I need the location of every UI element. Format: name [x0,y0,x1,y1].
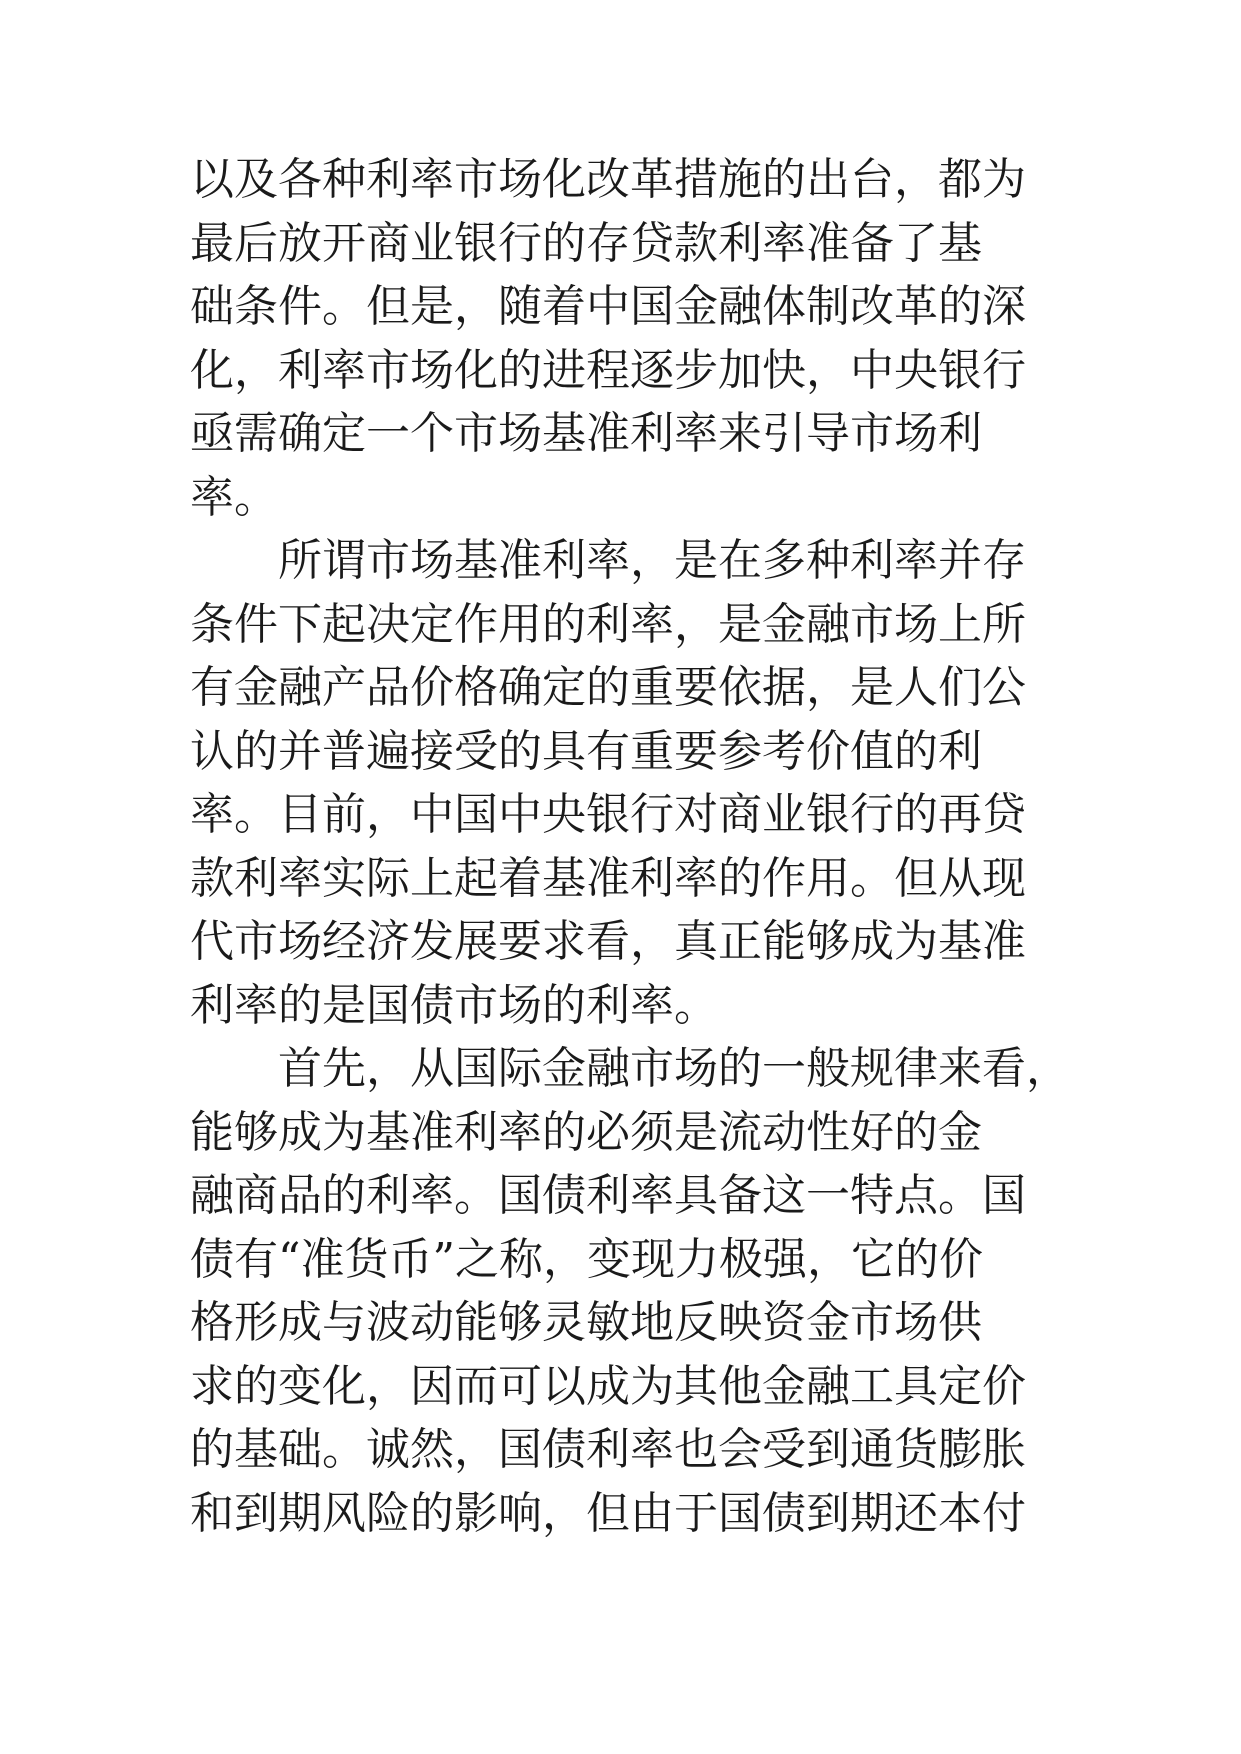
text-line: 求的变化，因而可以成为其他金融工具定价 [190,1360,1026,1412]
text-line: 率。 [190,471,278,523]
text-line: 条件下起决定作用的利率，是金融市场上所 [190,598,1026,650]
text-line: 化，利率市场化的进程逐步加快，中央银行 [190,344,1026,396]
text-line: 和到期风险的影响，但由于国债到期还本付 [190,1487,1026,1539]
text-line: 认的并普遍接受的具有重要参考价值的利 [190,725,982,777]
body-text [190,148,1070,1545]
text-line: 以及各种利率市场化改革措施的出台，都为 [190,154,1026,205]
text-line: 代市场经济发展要求看，真正能够成为基准 [190,916,1026,967]
text-line: 最后放开商业银行的存贷款利率准备了基 [190,217,982,269]
text-line: 的基础。诚然，国债利率也会受到通货膨胀 [190,1424,1026,1475]
text-line: 格形成与波动能够灵敏地反映资金市场供 [190,1297,982,1348]
text-line: 利率的是国债市场的利率。 [190,979,718,1031]
paragraph-start-line: 首先，从国际金融市场的一般规律来看， [278,1043,1070,1094]
text-line: 础条件。但是，随着中国金融体制改革的深 [190,281,1026,332]
text-line: 亟需确定一个市场基准利率来引导市场利 [190,408,982,459]
text-line: 能够成为基准利率的必须是流动性好的金 [190,1106,982,1158]
text-line: 债有“准货币”之称，变现力极强，它的价 [190,1233,983,1285]
text-line: 款利率实际上起着基准利率的作用。但从现 [190,852,1026,904]
text-line: 率。目前，中国中央银行对商业银行的再贷 [190,789,1026,840]
text-line: 有金融产品价格确定的重要依据，是人们公 [190,662,1026,713]
paragraph-start-line: 所谓市场基准利率，是在多种利率并存 [278,535,1026,586]
text-line: 融商品的利率。国债利率具备这一特点。国 [190,1170,1026,1221]
